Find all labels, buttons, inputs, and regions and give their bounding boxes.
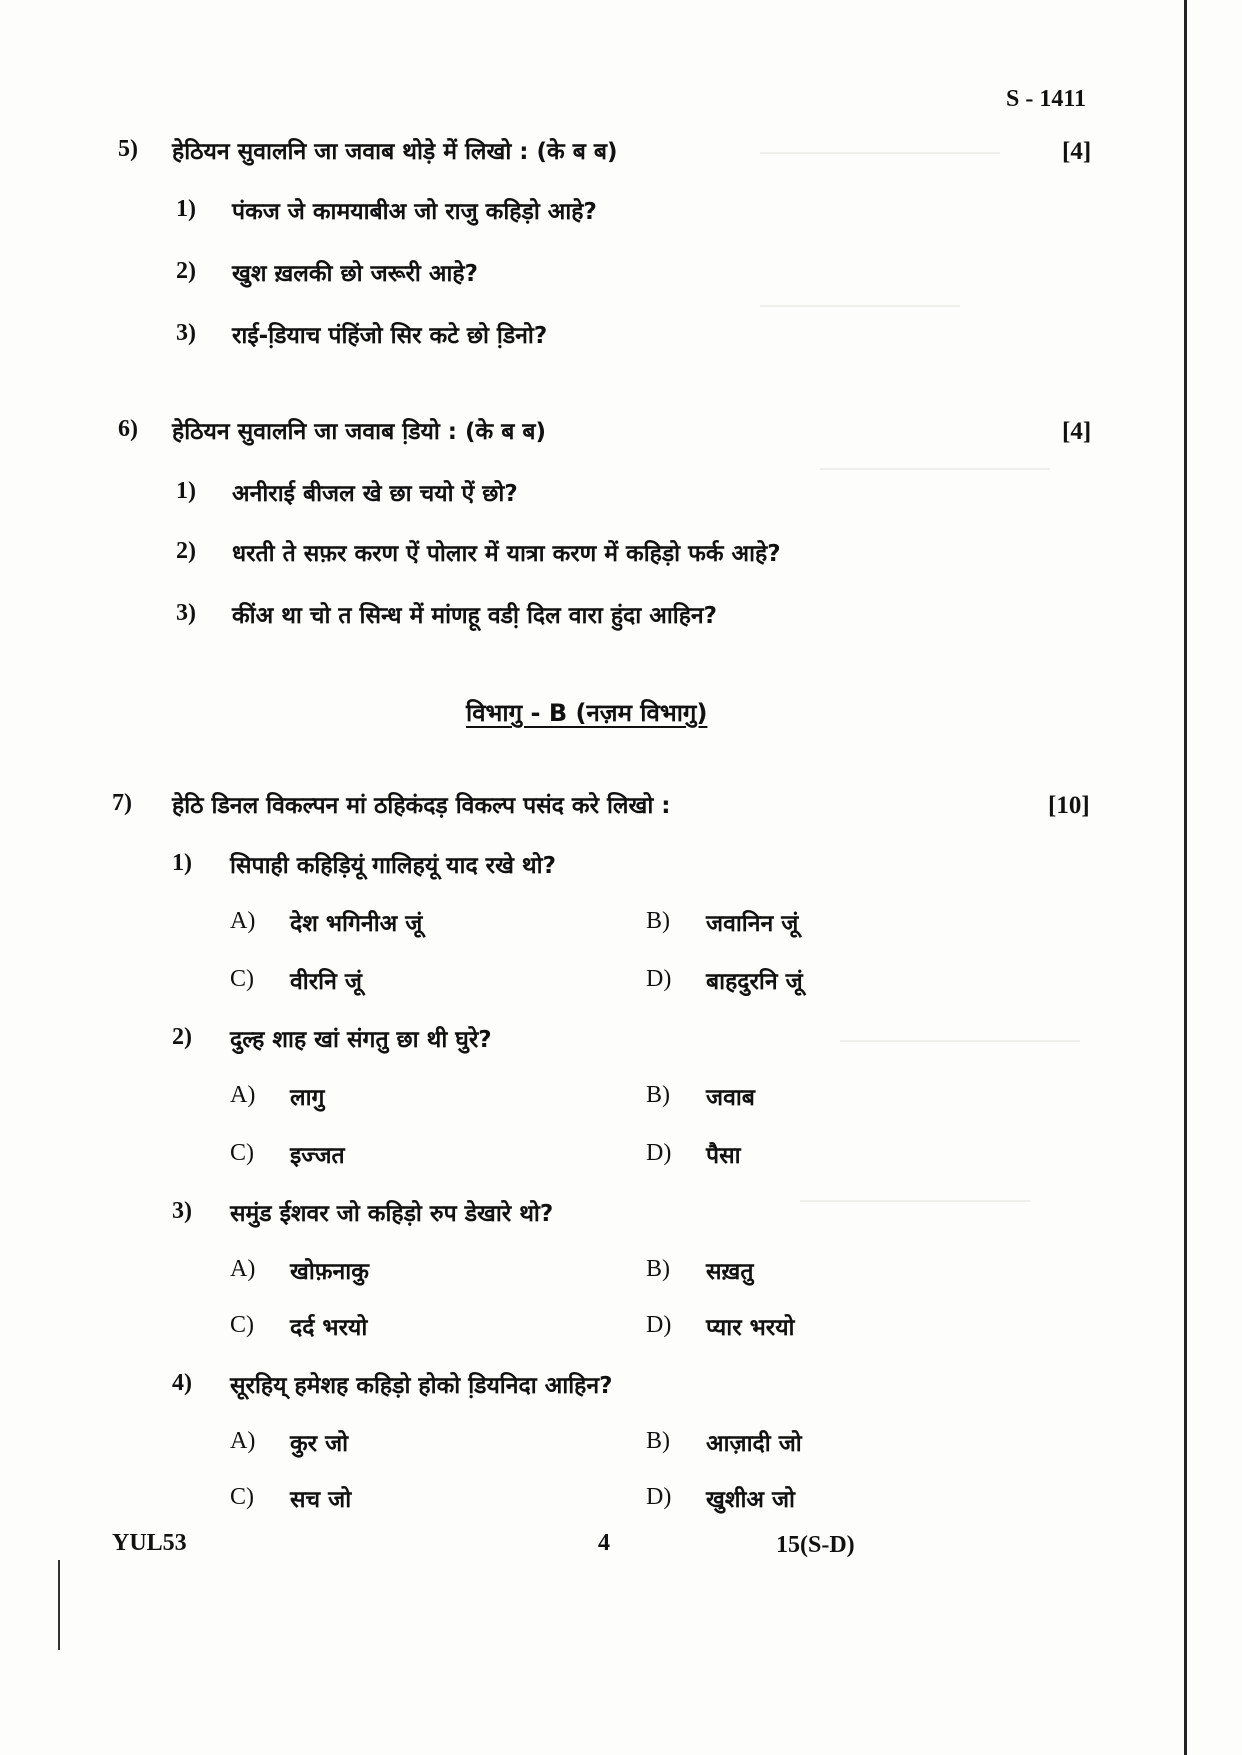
sub-question-number: 1) (176, 196, 196, 222)
option-label: B) (646, 908, 670, 934)
option-label: D) (646, 966, 672, 992)
sub-question-text: राई-डि़याच पंहिंजो सिर कटे छो डि़नो? (232, 323, 548, 349)
sub-question-text: सूरहिय् हमेशह कहिड़ो होको डि़यनिदा आहिन? (230, 1373, 613, 1399)
sub-question-text: सिपाही कहिड़ियूं गालिहयूं याद रखे थो? (230, 853, 556, 879)
bleed-mark (760, 152, 1000, 154)
option-text: खुशीअ जो (706, 1487, 796, 1513)
sub-question-text: खुश ख़लकी छो जरूरी आहे? (232, 261, 478, 287)
option-text: देश भगिनीअ जूं (290, 911, 423, 937)
sub-question-number: 2) (172, 1024, 192, 1050)
question-text: हेठियन सुवालनि जा जवाब थोड़े में लिखो : (के ब ब) (172, 139, 618, 165)
sub-question-number: 2) (176, 258, 196, 284)
option-label: A) (230, 908, 256, 934)
option-text: प्यार भरयो (706, 1315, 795, 1341)
option-label: C) (230, 1140, 254, 1166)
sub-question-number: 4) (172, 1370, 192, 1396)
option-text: सच जो (290, 1487, 352, 1513)
page-number: 4 (598, 1530, 610, 1556)
sub-question-number: 3) (172, 1198, 192, 1224)
question-marks: [10] (1048, 792, 1090, 819)
option-text: खोफ़नाकु (290, 1259, 369, 1285)
option-label: A) (230, 1256, 256, 1282)
option-text: जवाब (706, 1085, 755, 1111)
question-marks: [4] (1062, 418, 1092, 445)
option-label: A) (230, 1082, 256, 1108)
option-label: D) (646, 1312, 672, 1338)
option-label: C) (230, 1484, 254, 1510)
option-text: लागु (290, 1085, 325, 1111)
bleed-mark (760, 305, 960, 307)
option-text: दर्द भरयो (290, 1315, 368, 1341)
option-label: B) (646, 1256, 670, 1282)
option-text: पैसा (706, 1143, 741, 1169)
question-text: हेठियन सुवालनि जा जवाब डि़यो : (के ब ब) (172, 419, 546, 445)
option-text: वीरनि जूं (290, 969, 362, 995)
option-text: आज़ादी जो (706, 1431, 802, 1457)
option-label: D) (646, 1140, 672, 1166)
page-edge-line (58, 1560, 60, 1650)
page-edge-line (1184, 0, 1187, 1755)
sub-question-text: कींअ था चो त सिन्ध में मांणहू वडी़ दिल वारा हुंदा आहिन? (232, 603, 718, 629)
sub-question-text: समुंड ईशवर जो कहिड़ो रुप डेखारे थो? (230, 1201, 554, 1227)
option-label: B) (646, 1082, 670, 1108)
option-text: इज्जत (290, 1143, 345, 1169)
sub-question-text: पंकज जे कामयाबीअ जो राजु कहिड़ो आहे? (232, 199, 597, 225)
option-label: C) (230, 966, 254, 992)
sub-question-number: 2) (176, 538, 196, 564)
bleed-mark (840, 1040, 1080, 1042)
question-marks: [4] (1062, 138, 1092, 165)
section-heading: विभागु - B (नज़म विभागु) (466, 699, 708, 727)
bleed-mark (800, 1200, 1030, 1202)
footer-series: 15(S-D) (776, 1532, 855, 1558)
question-text: हेठि डिनल विकल्पन मां ठहिकंदड़ विकल्प पसंद करे लिखो : (172, 793, 671, 819)
question-number: 5) (118, 136, 138, 162)
option-text: जवानिन जूं (706, 911, 799, 937)
sub-question-number: 1) (176, 478, 196, 504)
sub-question-number: 1) (172, 850, 192, 876)
paper-code: S - 1411 (1006, 86, 1087, 112)
option-label: D) (646, 1484, 672, 1510)
bleed-mark (820, 468, 1050, 470)
sub-question-text: अनीराई बीजल खे छा चयो ऐं छो? (232, 481, 518, 507)
option-label: B) (646, 1428, 670, 1454)
question-number: 7) (112, 790, 132, 816)
option-text: कुर जो (290, 1431, 349, 1457)
option-text: बाहदुरनि जूं (706, 969, 803, 995)
sub-question-number: 3) (176, 600, 196, 626)
sub-question-text: धरती ते सफ़र करण ऐं पोलार में यात्रा करण में कहिड़ो फर्क आहे? (232, 541, 781, 567)
option-label: C) (230, 1312, 254, 1338)
sub-question-text: दुल्ह शाह खां संगतु छा थी घुरे? (230, 1027, 492, 1053)
sub-question-number: 3) (176, 320, 196, 346)
option-text: सख़तु (706, 1259, 754, 1285)
question-number: 6) (118, 416, 138, 442)
option-label: A) (230, 1428, 256, 1454)
footer-code: YUL53 (112, 1530, 187, 1556)
